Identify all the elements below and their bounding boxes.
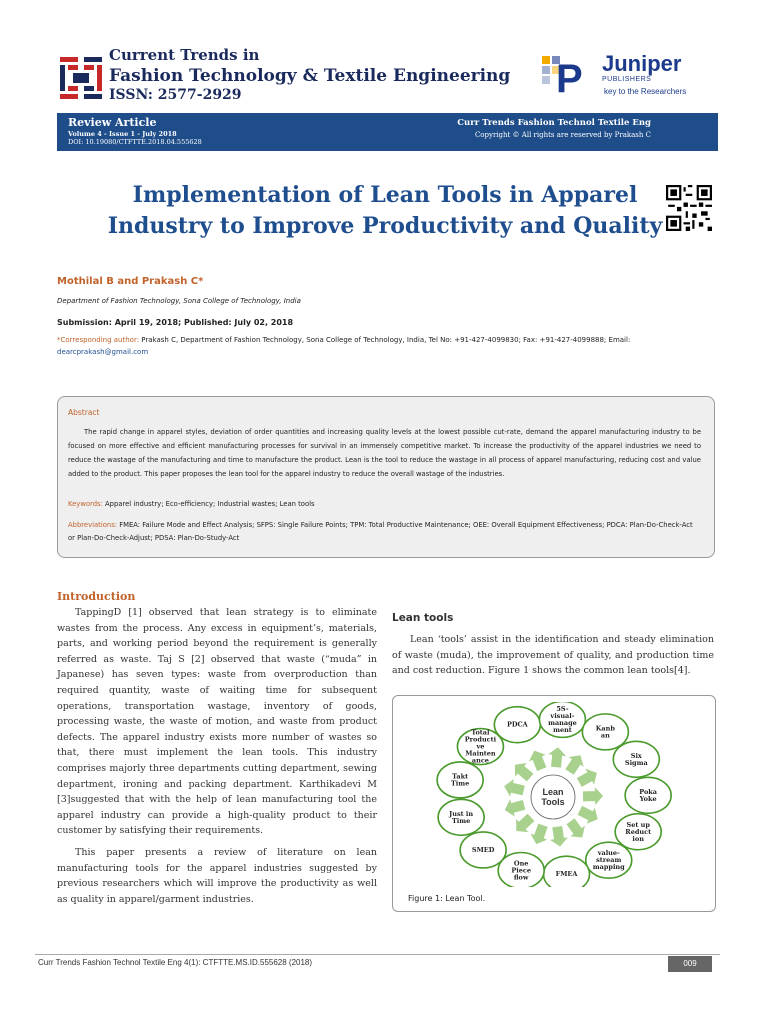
tool-node <box>586 842 632 878</box>
tool-node <box>615 814 661 850</box>
publisher-subtitle: PUBLISHERS <box>602 76 652 83</box>
arrow-shape <box>515 763 534 781</box>
email-link[interactable]: dearcprakash@gmail.com <box>57 348 149 356</box>
introduction-heading: Introduction <box>57 590 136 603</box>
tool-label: Six <box>630 751 642 760</box>
journal-abbreviation: Curr Trends Fashion Technol Textile Eng <box>457 118 651 128</box>
publisher-tagline: key to the Researchers <box>604 87 687 96</box>
qr-code-icon[interactable] <box>666 185 712 231</box>
tool-label: Total <box>471 728 490 737</box>
tool-label: ve <box>476 742 485 751</box>
arrow-shape <box>505 799 526 816</box>
tool-label: Piece <box>511 866 531 875</box>
publisher-name: Juniper <box>602 51 682 76</box>
tool-label: manage <box>548 718 577 727</box>
tool-label: Just in <box>449 809 474 818</box>
article-info-right <box>361 118 661 139</box>
tool-label: Producti <box>464 735 497 744</box>
tool-node <box>539 702 585 737</box>
tool-label: Takt <box>452 772 469 781</box>
arrow-shape <box>565 755 583 774</box>
tool-label: Time <box>451 816 471 825</box>
author-affiliation: Department of Fashion Technology, Sona College of Technology, India <box>57 297 301 305</box>
keywords-label: Keywords: <box>68 500 103 508</box>
journal-name-line1: Current Trends in <box>109 46 260 64</box>
arrow-shape <box>529 751 547 772</box>
tool-label: Yoke <box>639 794 657 803</box>
tool-label: ment <box>553 725 572 734</box>
tool-label: FMEA <box>555 870 578 879</box>
tool-label: value- <box>597 849 620 858</box>
tool-node <box>543 856 589 887</box>
tool-label: One <box>513 859 529 868</box>
tool-label: Set up <box>626 820 650 829</box>
abbreviations <box>68 519 701 545</box>
submission-dates: Submission: April 19, 2018; Published: July 02, 2018 <box>57 318 294 327</box>
tool-label: mapping <box>592 863 625 872</box>
author-names: Mothilal B and Prakash C* <box>57 276 204 287</box>
center-label: Tools <box>541 797 565 807</box>
doi-link[interactable]: DOI: 10.19080/CTFTTE.2018.04.555628 <box>68 138 202 146</box>
arrow-shape <box>583 787 603 805</box>
lean-tools-paragraph: Lean ‘tools’ assist in the identification and steady elimination of waste (muda), the improvement of quality, and production time and cost reduction. Figure 1 shows the common lean tools[4]. <box>392 634 714 677</box>
tool-node <box>582 714 628 750</box>
tool-node <box>460 832 506 868</box>
footer-citation: Curr Trends Fashion Technol Textile Eng 4(1): CTFTTE.MS.ID.555628 (2018) <box>38 958 313 967</box>
tool-node <box>613 741 659 777</box>
title-line-1: Implementation of Lean Tools in Apparel <box>132 182 638 208</box>
article-info-left <box>68 116 202 146</box>
tool-node <box>625 777 671 813</box>
publisher-logo-icon <box>538 50 600 100</box>
tool-node <box>494 707 540 743</box>
lean-tools-diagram <box>432 702 674 887</box>
tool-label: SMED <box>471 845 495 854</box>
svg-text:P: P <box>556 57 583 100</box>
journal-logo <box>58 55 104 101</box>
tool-label: Kanb <box>595 724 615 733</box>
corresponding-label: *Corresponding author: <box>57 336 140 344</box>
article-type: Review Article <box>68 116 157 129</box>
abstract-heading: Abstract <box>68 408 100 417</box>
keywords <box>68 500 701 508</box>
abstract-body: The rapid change in apparel styles, deviation of order quantities and increasing quality levels at the lowest possible cut-rate, demand the apparel manufacturing industry to be focused on more effective and efficient manufacturing processes for survival in an immensely competitive market. To increase the productivity of the apparel industries we need to reduce the wastage of the manufacturing and time to manufacture the product. Lean is the tool to reduce the wastage in all process of apparel manufacturing, reducing cost and value added to the product. This paper proposes the lean tool for the apparel industry to reduce the overall wastage of the industries. <box>68 428 701 478</box>
copyright-notice: Copyright © All rights are reserved by Prakash C <box>474 131 651 139</box>
tool-label: visual- <box>550 711 575 720</box>
arrow-shape <box>577 769 597 787</box>
arrow-shape <box>578 806 598 824</box>
page-number: 009 <box>668 956 712 972</box>
abbreviations-label: Abbreviations: <box>68 521 118 529</box>
tool-label: 5S- <box>556 704 569 713</box>
tool-node <box>438 799 484 835</box>
tool-label: PDCA <box>506 720 528 729</box>
corresponding-author <box>57 334 717 358</box>
tool-label: Time <box>450 779 470 788</box>
tool-label: flow <box>513 873 529 882</box>
lean-tools-heading: Lean tools <box>392 612 454 624</box>
journal-issn: ISSN: 2577-2929 <box>109 87 242 103</box>
tool-label: Sigma <box>624 758 648 767</box>
footer-divider <box>35 954 720 955</box>
arrow-shape <box>567 818 585 837</box>
tool-node <box>437 762 483 798</box>
keywords-text: Apparel industry; Eco-efficiency; Industrial wastes; Lean tools <box>102 500 315 508</box>
arrow-shape <box>548 747 566 767</box>
tool-label: an <box>600 731 610 740</box>
tool-node <box>457 729 503 765</box>
abbreviations-text: FMEA: Failure Mode and Effect Analysis; SFPS: Single Failure Points; TPM: Total Productive Maintenance; OEE: Overall Equipment Effectiveness; PDCA: Plan-Do-Check-Act or Plan-Do-Check-Adjust; PDSA: Plan-Do-Study-Act <box>68 521 693 542</box>
tool-label: ance <box>471 756 489 765</box>
tool-label: ion <box>632 834 644 843</box>
tool-node <box>498 853 544 887</box>
tool-label: Reduct <box>625 827 652 836</box>
figure-caption: Figure 1: Lean Tool. <box>408 894 486 903</box>
tool-label: Mainten <box>465 749 496 758</box>
corresponding-text: Prakash C, Department of Fashion Technology, Sona College of Technology, India, Tel No: +91-427-4099830; Fax: +91-427-4099888; Email: <box>139 336 631 344</box>
arrow-shape <box>516 814 534 832</box>
volume-info: Volume 4 - Issue 1 - July 2018 <box>68 130 177 138</box>
title-line-2: Industry to Improve Productivity and Quality <box>107 213 663 239</box>
introduction-paragraph-2: This paper presents a review of literature on lean manufacturing tools for the apparel industries suggested by previous researchers which will improve the productivity as well as quality in apparel/garment industries. <box>57 847 377 905</box>
tool-label: stream <box>596 856 622 865</box>
journal-name-line2: Fashion Technology & Textile Engineering <box>109 66 511 86</box>
arrow-shape <box>504 779 525 797</box>
introduction-paragraph-1: TappingD [1] observed that lean strategy is to eliminate wastes from the process. Any excess in equipment’s, materials, parts, and working period beyond the requirement is generally referred as waste. Taj S [2] observed that waste (“muda” in Japanese) has seven types: waste from overproduction than required quantity, waste of waiting time for subsequent operations, transportation wastage, inventory of goods, processing waste, the waste of motion, and waste from product defects. The apparel industry exists more number of wastes so that, there must implement the lean tools. This industry comprises majorly three departments cutting department, sewing department, ironing and packing department. Karthikadevi M [3]suggested that with the help of lean manufacturing tool the apparel industry can provide a high-quality product to their customer by satisfying their requirements. <box>57 607 377 837</box>
center-label: Lean <box>542 787 564 797</box>
tool-label: Poka <box>639 787 658 796</box>
article-title <box>60 180 710 242</box>
arrow-shape <box>531 824 548 845</box>
arrow-shape <box>550 826 568 847</box>
